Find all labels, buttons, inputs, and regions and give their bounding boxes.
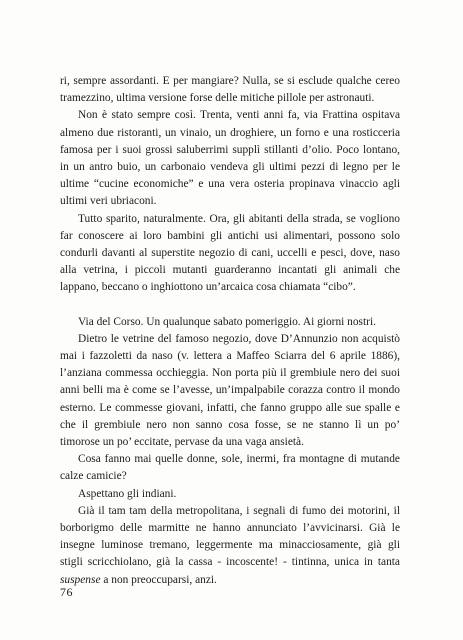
italic-word: suspense bbox=[60, 573, 101, 586]
paragraph: ri, sempre assordanti. E per mangiare? Nulla, se si esclude qualche cereo tramezzino, ultima versione forse delle mitiche pillole per astronauti. bbox=[60, 75, 400, 105]
paragraph: Tutto sparito, naturalmente. Ora, gli abitanti della strada, se vogliono far conoscere ai loro bambini gli antichi usi alimentari, possono solo condurli davanti al superstite negozio di cani, uccelli e pesci, dove, naso alla vetrina, i piccoli mutanti guarderanno incantati gli animali che lappano, beccano o inghiottono un’arcaica cosa chiamata “cibo”. bbox=[60, 212, 400, 294]
paragraph-text: a non preoccuparsi, anzi. bbox=[100, 573, 217, 586]
section-break bbox=[60, 297, 400, 314]
body-text bbox=[60, 73, 400, 589]
paragraph: Cosa fanno mai quelle donne, sole, inermi, fra montagne di mutande calze camicie? bbox=[60, 453, 400, 483]
paragraph-text: Già il tam tam della metropolitana, i segnali di fumo dei motorini, il borborigmo delle marmitte ne hanno annunciato l’avvicinarsi. Già le insegne luminose tremano, leggermente ma minacciosamente, già gli stigli scricchiolano, già la cassa - incoscente! - tintinna, unica in tanta bbox=[60, 504, 400, 569]
paragraph: Dietro le vetrine del famoso negozio, dove D’Annunzio non acquistò mai i fazzoletti da naso (v. lettera a Maffeo Sciarra del 6 aprile 1886), l’anziana commessa occhieggia. Non porta più il grembiule nero dei suoi anni belli ma è come se l’avesse, un’impalpabile corazza contro il mondo esterno. Le commesse giovani, infatti, che fanno gruppo alle sue spalle e che il grembiule nero non sanno cosa fosse, se ne stanno lì un po’ timorose un po’ eccitate, pervase da una vaga ansietà. bbox=[60, 332, 400, 449]
page-number: 76 bbox=[60, 585, 73, 599]
paragraph: Via del Corso. Un qualunque sabato pomeriggio. Ai giorni nostri. bbox=[78, 315, 376, 328]
paragraph: Non è stato sempre così. Trenta, venti anni fa, via Frattina ospitava almeno due ristoranti, un vinaio, un droghiere, un forno e una rosticceria famosa per i suoi grossi saluberrimi supplì stillanti d’olio. Poco lontano, in un antro buio, un carbonaio vendeva gli ultimi pezzi di legno per le ultime “cucine economiche” e una vera osteria propinava vinaccio agli ultimi veri ubriaconi. bbox=[60, 109, 400, 208]
paragraph: Aspettano gli indiani. bbox=[78, 487, 177, 500]
paragraph bbox=[60, 503, 400, 589]
